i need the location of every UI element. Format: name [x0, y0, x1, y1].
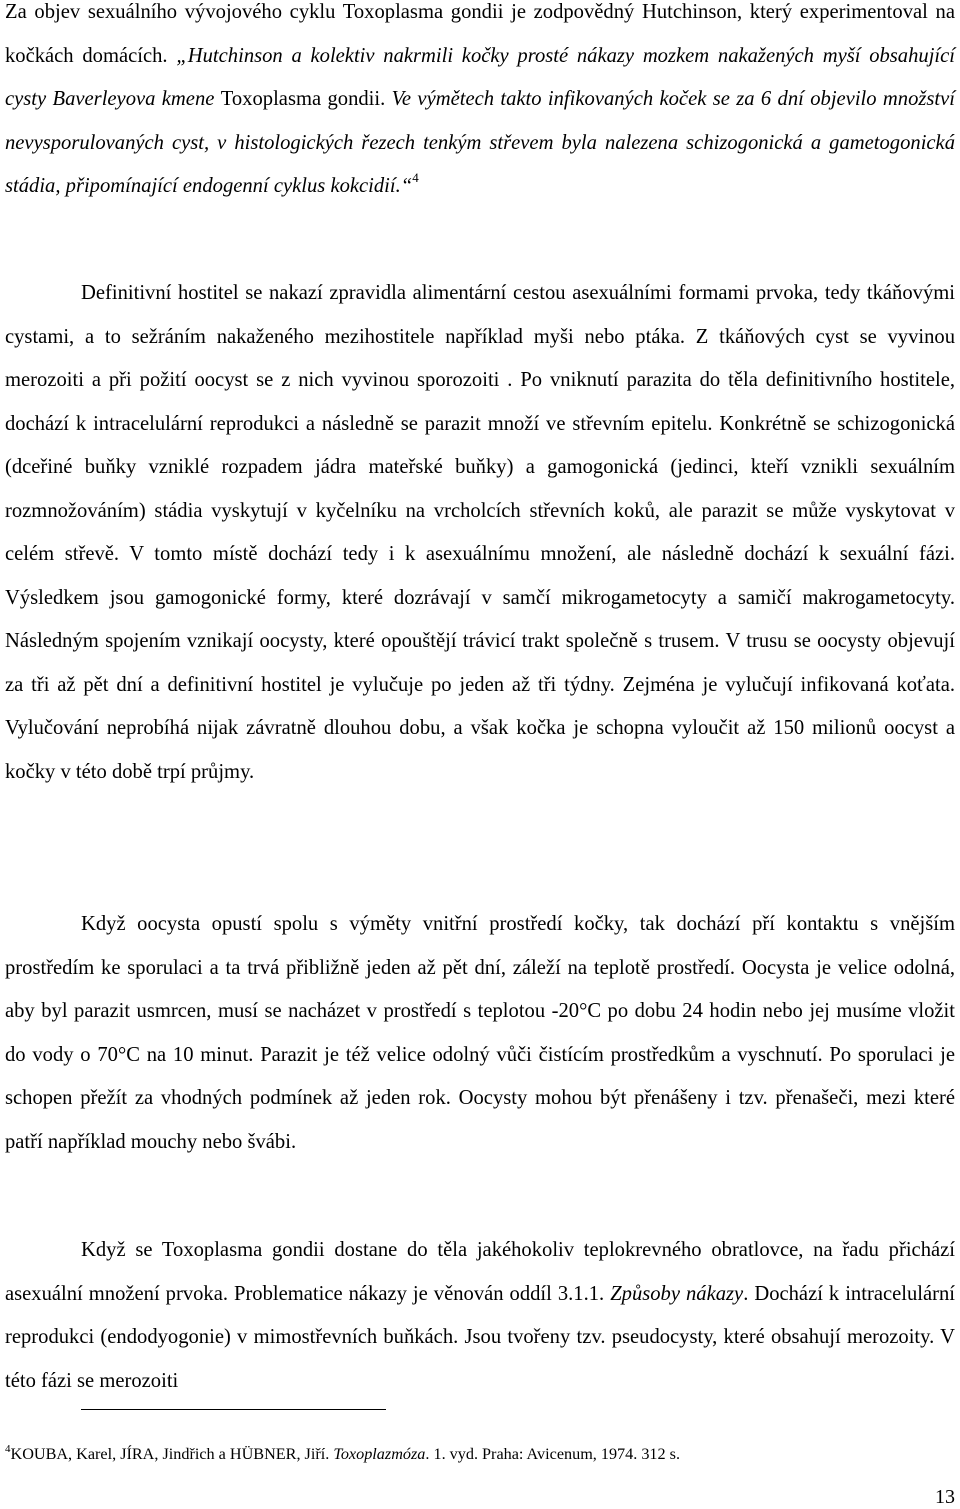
footnote-publication: . 1. vyd. Praha: Avicenum, 1974. 312 s. [425, 1445, 681, 1463]
citation-quote-continued: Ve výmětech takto infikovaných koček se za 6 dní objevilo množství nevysporulovaných cyst, v histologických řezech tenkým střevem byla nalezena schizogonická a gametogonická stádia, připomínající endogenní cyklus kokcidií.“ [5, 88, 956, 197]
footnote-reference[interactable]: 4 [412, 170, 419, 185]
paragraph-text: Za objev sexuálního vývojového cyklu Toxoplasma gondii je zodpovědný Hutchinson, který experimentoval na kočkách domácích. [5, 1, 955, 67]
footnote-separator [81, 1409, 386, 1410]
paragraph-oocyst-resistance: Když oocysta opustí spolu s výměty vnitřní prostředí kočky, tak dochází pří kontaktu s vnějším prostředím ke sporulaci a ta trvá přibližně jeden až pět dní, záleží na teplotě prostředí. Oocysta je velice odolná, aby byl parazit usmrcen, musí se nacházet v prostředí s teplotou -20°C po dobu 24 hodin nebo jej musíme vložit do vody o 70°C na 10 minut. Parazit je též velice odolný vůči čistícím prostředkům a vyschnutí. Po sporulaci je schopen přežít za vhodných podmínek až jeden rok. Oocysty mohou být přenášeny i tzv. přenašeči, mezi které patří například mouchy nebo švábi. [5, 913, 955, 1153]
footnote-number: 4 [5, 1443, 11, 1455]
page-number: 13 [935, 1486, 955, 1508]
section-cross-reference[interactable]: Způsoby nákazy [610, 1282, 744, 1305]
species-name: Toxoplasma gondii. [220, 88, 386, 110]
paragraph-definitive-host: Definitivní hostitel se nakazí zpravidla alimentární cestou asexuálními formami prvoka, tedy tkáňovými cystami, a to sežráním nakaženého mezihostitele například myši nebo ptáka. Z tkáňových cyst se vyvinou merozoiti a při požití oocyst se z nich vyvinou sporozoiti . Po vniknutí parazita do těla definitivního hostitele, dochází k intracelulární reprodukci a následně se parazit množí ve střevním epitelu. Konkrétně se schizogonická (dceřiné buňky vzniklé rozpadem jádra mateřské buňky) a gamogonická (jedinci, kteří vznikli sexuálním rozmnožováním) stádia vyskytují v kyčelníku na vrcholcích střevních koků, ale parazit se může vyskytovat v celém střevě. V tomto místě dochází tedy i k asexuálnímu množení, ale následně dochází k sexuální fázi. Výsledkem jsou gamogonické formy, které dozrávají v samčí mikrogametocyty a samičí makrogametocyty. Následným spojením vznikají oocysty, které opouštějí trávicí trakt společně s trusem. V trusu se oocysty objevují za tři až pět dní a definitivní hostitel je vylučuje po jeden až tři týdny. Zejména je vylučují infikovaná koťata. Vylučování neprobíhá nijak závratně dlouhou dobu, a však kočka je schopna vyloučit až 150 milionů oocyst a kočky v této době trpí průjmy. [5, 282, 955, 783]
paragraph-text: Když se Toxoplasma gondii dostane do těla jakéhokoliv teplokrevného obratlovce, na řadu přichází asexuální množení prvoka. Problematice nákazy je věnován oddíl 3.1.1. [5, 1239, 955, 1305]
paragraph-text-continued: . Dochází k intracelulární reprodukci (endodyogonie) v mimostřevních buňkách. Jsou tvořeny tzv. pseudocysty, které obsahují merozoity. V této fázi se merozoiti [5, 1282, 955, 1392]
paragraph-sexual-cycle-discovery [5, 0, 955, 209]
footnote-book-title: Toxoplazmóza [333, 1445, 426, 1463]
paragraph-asexual-reproduction [5, 1229, 955, 1403]
footnote [5, 1443, 955, 1465]
citation-quote: „Hutchinson a kolektiv nakrmili kočky prosté nákazy mozkem nakažených myší obsahující cysty Baverleyova kmene [5, 44, 956, 110]
footnote-authors: KOUBA, Karel, JÍRA, Jindřich a HÜBNER, Jiří. [10, 1445, 334, 1463]
